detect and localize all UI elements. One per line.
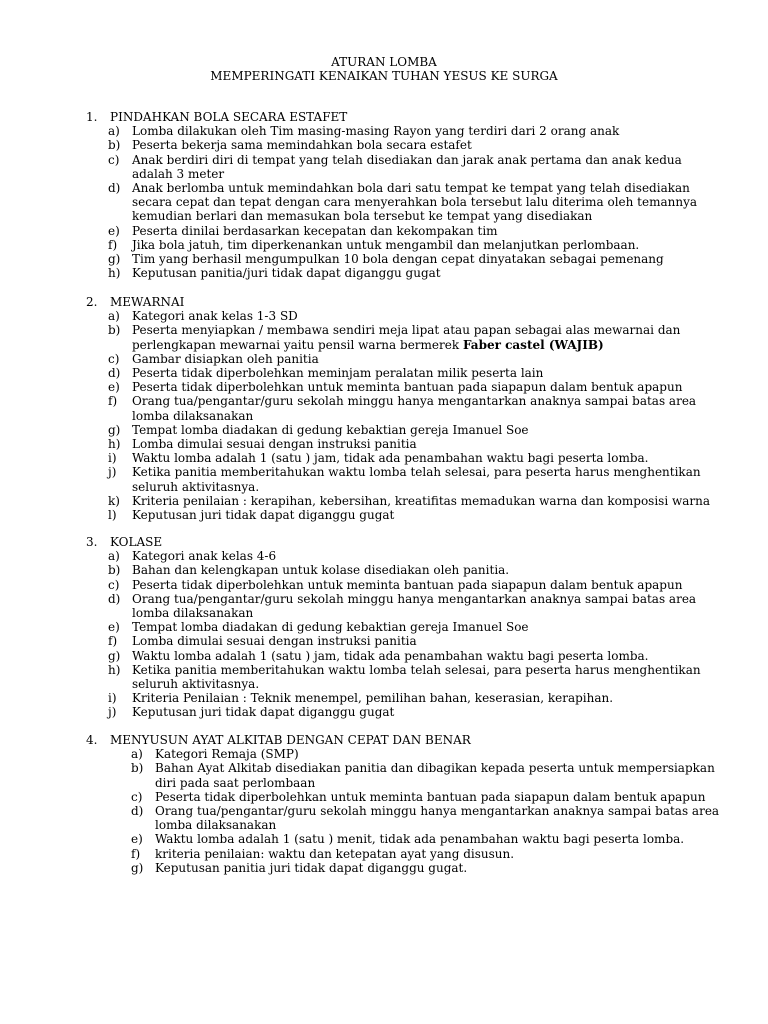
rule-item bbox=[108, 437, 726, 451]
rule-item bbox=[131, 861, 726, 875]
rule-item bbox=[108, 592, 726, 620]
rule-item bbox=[108, 252, 726, 266]
rule-text: Jika bola jatuh, tim diperkenankan untuk mengambil dan melanjutkan perlombaan. bbox=[132, 237, 640, 252]
rule-item bbox=[108, 394, 726, 422]
rule-text: Peserta menyiapkan / membawa sendiri meja lipat atau papan sebagai alas mewarnai dan perlengkapan mewarnai yaitu pensil warna bermerek bbox=[132, 323, 681, 352]
rule-text: Peserta tidak diperbolehkan meminjam peralatan milik peserta lain bbox=[132, 366, 544, 381]
rule-list bbox=[86, 747, 726, 875]
document-title: ATURAN LOMBA bbox=[331, 55, 437, 69]
rule-item bbox=[108, 124, 726, 138]
rule-item bbox=[108, 138, 726, 152]
rule-letter: b) bbox=[108, 138, 121, 153]
rule-item bbox=[108, 380, 726, 394]
rule-letter: g) bbox=[108, 422, 121, 437]
rule-text: Anak berdiri diri di tempat yang telah disediakan dan jarak anak pertama dan anak kedua adalah 3 meter bbox=[132, 152, 682, 181]
rule-letter: c) bbox=[131, 789, 143, 804]
section-title: MEWARNAI bbox=[110, 295, 185, 309]
section-number: 1. bbox=[86, 110, 98, 124]
rule-item bbox=[108, 238, 726, 252]
rule-letter: e) bbox=[108, 380, 120, 395]
rule-item bbox=[108, 563, 726, 577]
rule-letter: g) bbox=[108, 252, 121, 267]
rule-text: Kriteria Penilaian : Teknik menempel, pemilihan bahan, keserasian, kerapihan. bbox=[132, 691, 614, 706]
rule-item bbox=[108, 705, 726, 719]
rule-letter: a) bbox=[131, 747, 143, 762]
rule-letter: e) bbox=[131, 832, 143, 847]
rule-letter: f) bbox=[108, 634, 118, 649]
section-heading bbox=[86, 535, 726, 549]
rule-letter: f) bbox=[108, 237, 118, 252]
rule-letter: a) bbox=[108, 124, 120, 139]
rule-item bbox=[108, 352, 726, 366]
rule-item bbox=[108, 181, 726, 224]
rule-text: Orang tua/pengantar/guru sekolah minggu hanya mengantarkan anaknya sampai batas area lomba dilaksanakan bbox=[132, 591, 697, 621]
rule-item bbox=[131, 832, 726, 846]
rule-letter: e) bbox=[108, 223, 120, 238]
section-pindahkan-bola bbox=[86, 110, 726, 280]
rule-text: Anak berlomba untuk memindahkan bola dari satu tempat ke tempat yang telah disediakan secara cepat dan tepat dengan cara menyerahkan bola tersebut lalu diterima oleh temannya kemudian berlari dan memasukan bola tersebut ke tempat yang disediakan bbox=[132, 181, 698, 224]
rule-letter: h) bbox=[108, 662, 121, 677]
rule-item bbox=[108, 266, 726, 280]
rule-letter: b) bbox=[131, 761, 144, 776]
rule-letter: a) bbox=[108, 549, 120, 564]
rule-item bbox=[108, 691, 726, 705]
section-kolase bbox=[86, 535, 726, 720]
rule-text: Orang tua/pengantar/guru sekolah minggu hanya mengantarkan anaknya sampai batas area lomba dilaksanakan bbox=[132, 394, 697, 423]
section-title: KOLASE bbox=[110, 535, 163, 549]
rule-letter: l) bbox=[108, 508, 117, 523]
section-number: 2. bbox=[86, 295, 98, 309]
rule-item bbox=[108, 649, 726, 663]
rule-text: Kriteria penilaian : kerapihan, kebersihan, kreatifitas memadukan warna dan komposisi warna bbox=[132, 493, 711, 508]
rule-item bbox=[131, 804, 726, 832]
rule-text: Tempat lomba diadakan di gedung kebaktian gereja Imanuel Soe bbox=[132, 422, 529, 437]
rule-text: Peserta tidak diperbolehkan untuk meminta bantuan pada siapapun dalam bentuk apapun bbox=[132, 380, 683, 395]
rule-list bbox=[86, 549, 726, 719]
rule-list bbox=[86, 124, 726, 280]
rule-item bbox=[131, 790, 726, 804]
rule-text: Bahan dan kelengkapan untuk kolase disediakan oleh panitia. bbox=[132, 563, 510, 578]
rule-text: Ketika panitia memberitahukan waktu lomba telah selesai, para peserta harus menghentikan seluruh aktivitasnya. bbox=[132, 465, 701, 494]
rule-item bbox=[131, 747, 726, 761]
document-subtitle: MEMPERINGATI KENAIKAN TUHAN YESUS KE SURGA bbox=[210, 69, 558, 83]
rule-item bbox=[108, 323, 726, 351]
rule-letter: b) bbox=[108, 563, 121, 578]
rule-item bbox=[108, 620, 726, 634]
rule-letter: d) bbox=[108, 591, 121, 606]
rule-item bbox=[108, 451, 726, 465]
rule-letter: a) bbox=[108, 309, 120, 324]
rule-text: Orang tua/pengantar/guru sekolah minggu hanya mengantarkan anaknya sampai batas area lomba dilaksanakan bbox=[155, 804, 720, 833]
rule-text: Keputusan panitia juri tidak dapat diganggu gugat. bbox=[155, 860, 468, 875]
rule-letter: e) bbox=[108, 620, 120, 635]
rule-letter: j) bbox=[108, 705, 117, 720]
rule-text: Tempat lomba diadakan di gedung kebaktian gereja Imanuel Soe bbox=[132, 620, 529, 635]
rule-item bbox=[108, 494, 726, 508]
rule-item bbox=[131, 847, 726, 861]
rule-letter: d) bbox=[108, 181, 121, 196]
rule-text: Keputusan panitia/juri tidak dapat diganggu gugat bbox=[132, 266, 441, 281]
rule-letter: f) bbox=[131, 846, 141, 861]
rule-text: Bahan Ayat Alkitab disediakan panitia dan dibagikan kepada peserta untuk mempersiapkan diri pada saat perlombaan bbox=[155, 761, 715, 790]
rule-letter: d) bbox=[131, 804, 144, 819]
rule-letter: i) bbox=[108, 451, 117, 466]
rule-item bbox=[108, 549, 726, 563]
rule-item bbox=[108, 508, 726, 522]
rule-item bbox=[108, 465, 726, 493]
rule-item bbox=[108, 663, 726, 691]
rule-text: Keputusan juri tidak dapat diganggu gugat bbox=[132, 705, 395, 720]
section-title: MENYUSUN AYAT ALKITAB DENGAN CEPAT DAN BENAR bbox=[110, 733, 471, 747]
rule-text-bold: Faber castel (WAJIB) bbox=[462, 337, 604, 352]
section-heading bbox=[86, 295, 726, 309]
rule-letter: g) bbox=[108, 648, 121, 663]
rule-letter: f) bbox=[108, 394, 118, 409]
rule-letter: h) bbox=[108, 266, 121, 281]
section-mewarnai bbox=[86, 295, 726, 522]
rule-item bbox=[108, 366, 726, 380]
rule-item bbox=[108, 309, 726, 323]
section-heading bbox=[86, 110, 726, 124]
rule-text: Lomba dilakukan oleh Tim masing-masing Rayon yang terdiri dari 2 orang anak bbox=[132, 124, 620, 139]
rule-text: Peserta dinilai berdasarkan kecepatan dan kekompakan tim bbox=[132, 223, 498, 238]
rule-list bbox=[86, 309, 726, 522]
rule-text: Waktu lomba adalah 1 (satu ) jam, tidak ada penambahan waktu bagi peserta lomba. bbox=[132, 648, 649, 663]
rule-item bbox=[108, 634, 726, 648]
section-menyusun-ayat bbox=[86, 733, 726, 875]
rule-text: Peserta tidak diperbolehkan untuk meminta bantuan pada siapapun dalam bentuk apapun bbox=[132, 577, 683, 592]
rule-text: Kategori anak kelas 1-3 SD bbox=[132, 309, 298, 324]
rule-text: kriteria penilaian: waktu dan ketepatan ayat yang disusun. bbox=[155, 846, 515, 861]
rule-letter: k) bbox=[108, 493, 120, 508]
rule-item bbox=[108, 153, 726, 181]
rule-letter: g) bbox=[131, 860, 144, 875]
rule-item bbox=[108, 423, 726, 437]
rule-letter: j) bbox=[108, 465, 117, 480]
rule-text: Ketika panitia memberitahukan waktu lomba telah selesai, para peserta harus menghentikan seluruh aktivitasnya. bbox=[132, 662, 701, 692]
rule-letter: i) bbox=[108, 691, 117, 706]
rule-text: Tim yang berhasil mengumpulkan 10 bola dengan cepat dinyatakan sebagai pemenang bbox=[132, 252, 664, 267]
rule-text: Kategori anak kelas 4-6 bbox=[132, 549, 277, 564]
rule-letter: c) bbox=[108, 152, 120, 167]
rule-item bbox=[108, 578, 726, 592]
rule-text: Waktu lomba adalah 1 (satu ) menit, tidak ada penambahan waktu bagi peserta lomba. bbox=[155, 832, 685, 847]
rule-letter: c) bbox=[108, 351, 120, 366]
rule-letter: h) bbox=[108, 437, 121, 452]
section-title: PINDAHKAN BOLA SECARA ESTAFET bbox=[110, 110, 348, 124]
rule-text: Waktu lomba adalah 1 (satu ) jam, tidak ada penambahan waktu bagi peserta lomba. bbox=[132, 451, 649, 466]
rule-text: Gambar disiapkan oleh panitia bbox=[132, 351, 319, 366]
rule-text: Lomba dimulai sesuai dengan instruksi panitia bbox=[132, 437, 417, 452]
rule-letter: c) bbox=[108, 577, 120, 592]
rule-text-with-bold bbox=[132, 323, 726, 351]
section-number: 4. bbox=[86, 733, 98, 747]
rule-text: Lomba dimulai sesuai dengan instruksi panitia bbox=[132, 634, 417, 649]
rule-letter: b) bbox=[108, 323, 121, 338]
rule-text: Keputusan juri tidak dapat diganggu gugat bbox=[132, 508, 395, 523]
rule-text: Kategori Remaja (SMP) bbox=[155, 747, 299, 762]
section-number: 3. bbox=[86, 535, 98, 549]
rule-item bbox=[131, 761, 726, 789]
rule-text: Peserta bekerja sama memindahkan bola secara estafet bbox=[132, 138, 472, 153]
rule-text: Peserta tidak diperbolehkan untuk meminta bantuan pada siapapun dalam bentuk apapun bbox=[155, 789, 706, 804]
section-heading bbox=[86, 733, 726, 747]
rule-item bbox=[108, 224, 726, 238]
rule-letter: d) bbox=[108, 366, 121, 381]
